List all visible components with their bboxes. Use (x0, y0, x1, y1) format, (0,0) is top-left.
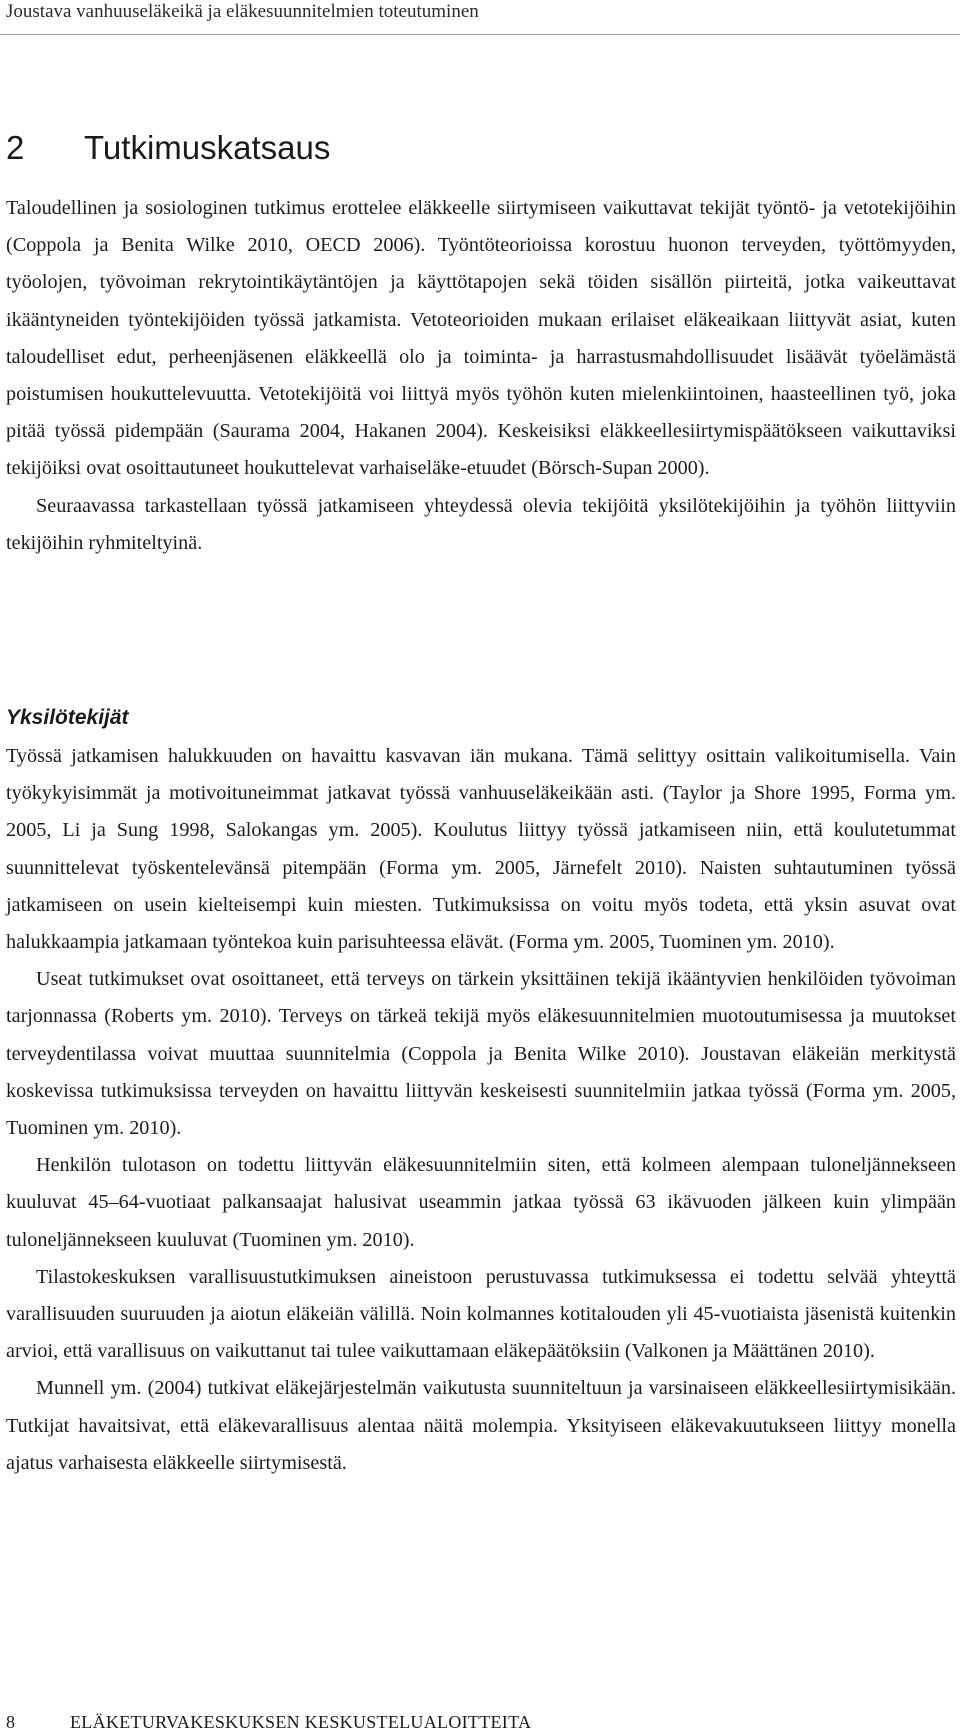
section-paragraph: Henkilön tulotason on todettu liittyvän eläkesuunnitelmiin siten, että kolmeen alempaan tuloneljännekseen kuuluvat 45–64-vuotiaat palkansaajat halusivat useammin jatkaa työssä 63 ikävuoden jälkeen kuin ylimpään tuloneljännekseen kuuluvat (Tuominen ym. 2010). (6, 1154, 956, 1251)
chapter-title (6, 128, 330, 168)
page-footer (6, 1712, 531, 1732)
publication-name: ELÄKETURVAKESKUKSEN KESKUSTELUALOITTEITA (70, 1712, 532, 1732)
intro-paragraph: Seuraavassa tarkastellaan työssä jatkamiseen yhteydessä olevia tekijöitä yksilötekijöihin ja työhön liittyviin tekijöihin ryhmiteltyinä. (6, 494, 956, 554)
section-paragraph: Työssä jatkamisen halukkuuden on havaittu kasvavan iän mukana. Tämä selittyy osittain valikoitumisella. Vain työkykyisimmät ja motivoituneimmat jatkavat työssä vanhuuseläkeikään asti. (Taylor ja Shore 1995, Forma ym. 2005, Li ja Sung 1998, Salokangas ym. 2005). Koulutus liittyy työssä jatkamiseen niin, että koulutetummat suunnittelevat työskentelevänsä pitempään (Forma ym. 2005, Järnefelt 2010). Naisten suhtautuminen työssä jatkamiseen on usein kielteisempi kuin miesten. Tutkimuksissa on voitu myös todeta, että yksin asuvat ovat halukkaampia jatkamaan työntekoa kuin parisuhteessa elävät. (Forma ym. 2005, Tuominen ym. 2010). (6, 745, 956, 954)
intro-paragraph: Taloudellinen ja sosiologinen tutkimus erottelee eläkkeelle siirtymiseen vaikuttavat tekijät työntö- ja vetotekijöihin (Coppola ja Benita Wilke 2010, OECD 2006). Työntöteorioissa korostuu huonon terveyden, työttömyyden, työolojen, työvoiman rekrytointikäytäntöjen ja käyttötapojen sekä töiden sisällön piirteitä, jotka vaikeuttavat ikääntyneiden työntekijöiden työssä jatkamista. Vetoteorioiden mukaan erilaiset eläkeaikaan liittyvät asiat, kuten taloudelliset edut, perheenjäsenen eläkkeellä olo ja toiminta- ja harrastusmahdollisuudet lisäävät työelämästä poistumisen houkuttelevuutta. Vetotekijöitä voi liittyä myös työhön kuten mielenkiintoinen, haasteellinen työ, joka pitää työssä pidempään (Saurama 2004, Hakanen 2004). Keskeisiksi eläkkeellesiirtymispäätökseen vaikuttaviksi tekijöiksi ovat osoittautuneet houkuttelevat varhaiseläke-etuudet (Börsch-Supan 2000). (6, 197, 956, 480)
section-paragraph: Tilastokeskuksen varallisuustutkimuksen aineistoon perustuvassa tutkimuksessa ei todettu selvää yhteyttä varallisuuden suuruuden ja aiotun eläkeiän välillä. Noin kolmannes kotitalouden yli 45-vuotiaista jäsenistä kuitenkin arvioi, että varallisuus on vaikuttanut tai tulee vaikuttamaan eläkepäätöksiin (Valkonen ja Määttänen 2010). (6, 1265, 956, 1363)
section-heading: Yksilötekijät (6, 706, 129, 729)
running-header: Joustava vanhuuseläkeikä ja eläkesuunnitelmien toteutuminen (6, 1, 479, 22)
intro-text (6, 190, 956, 562)
chapter-title-text: Tutkimuskatsaus (84, 129, 331, 166)
section-paragraph: Munnell ym. (2004) tutkivat eläkejärjestelmän vaikutusta suunniteltuun ja varsinaiseen eläkkeellesiirtymisikään. Tutkijat havaitsivat, että eläkevarallisuus alentaa näitä molempia. Yksityiseen eläkevakuutukseen liittyy monella ajatus varhaisesta eläkkeelle siirtymisestä. (6, 1377, 956, 1474)
page-number: 8 (6, 1712, 15, 1732)
header-divider (0, 34, 960, 35)
section-text (6, 738, 956, 1482)
chapter-number: 2 (6, 129, 25, 166)
section-paragraph: Useat tutkimukset ovat osoittaneet, että terveys on tärkein yksittäinen tekijä ikääntyvien henkilöiden työvoiman tarjonnassa (Roberts ym. 2010). Terveys on tärkeä tekijä myös eläkesuunnitelmien muotoutumisessa ja muutokset terveydentilassa voivat muuttaa suunnitelmia (Coppola ja Benita Wilke 2010). Joustavan eläkeiän merkitystä koskevissa tutkimuksissa terveyden on havaittu liittyvän keskeisesti suunnitelmiin jatkaa työssä (Forma ym. 2005, Tuominen ym. 2010). (6, 968, 956, 1140)
